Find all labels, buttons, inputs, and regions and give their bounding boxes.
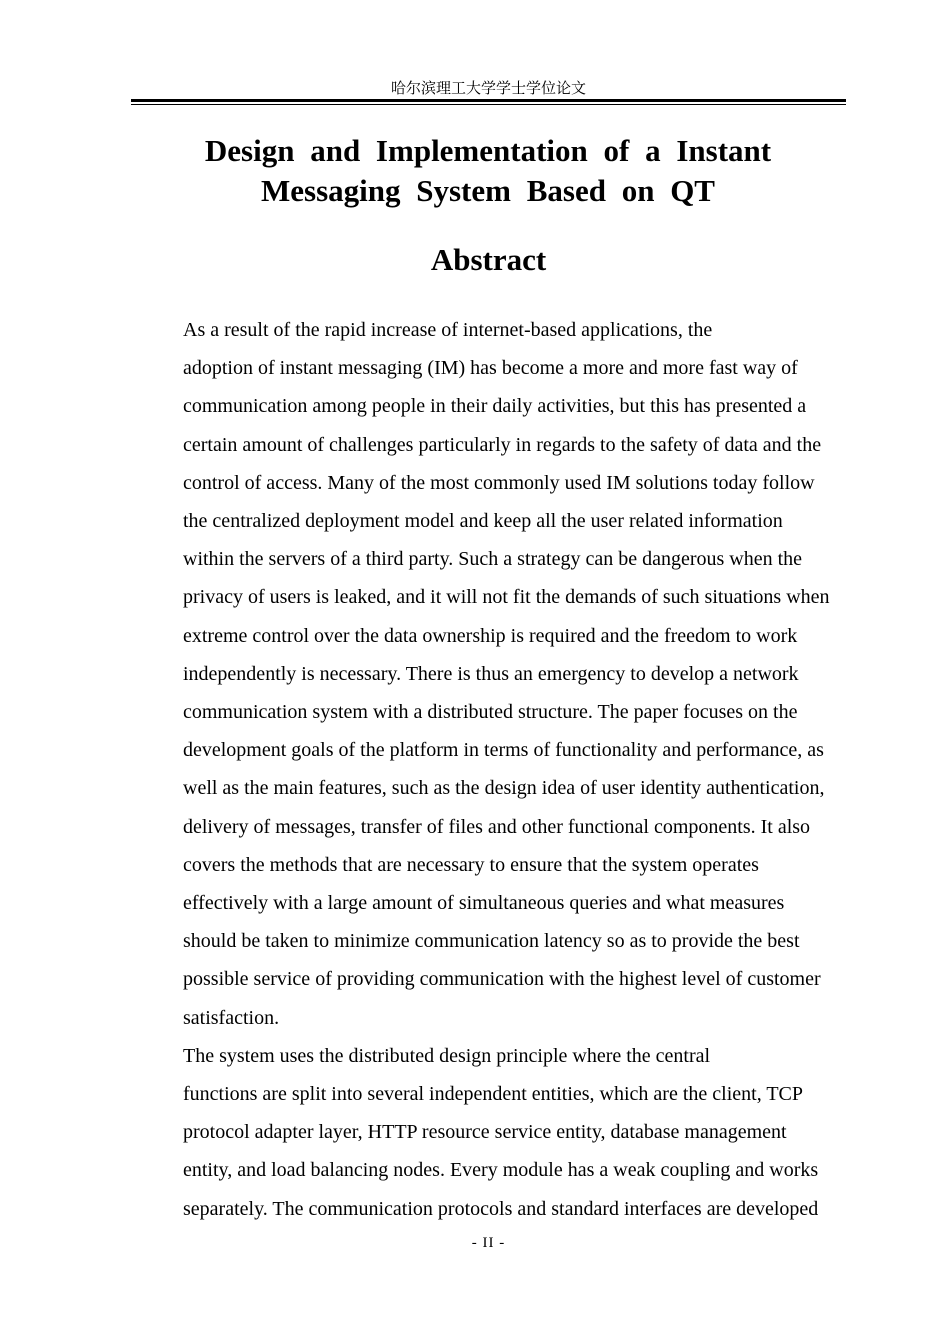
abstract-heading: Abstract	[430, 242, 547, 277]
text-line: satisfaction.	[183, 1006, 280, 1029]
abstract-body	[131, 311, 846, 1228]
text-line: extreme control over the data ownership is required and the freedom to work	[183, 624, 798, 647]
text-line: privacy of users is leaked, and it will not fit the demands of such situations when	[183, 586, 830, 609]
text-line: communication system with a distributed structure. The paper focuses on the	[183, 701, 798, 724]
text-line: delivery of messages, transfer of files and other functional components. It also	[183, 815, 811, 838]
text-line: functions are split into several independent entities, which are the client, TCP	[183, 1083, 804, 1106]
title-line-1: Design and Implementation of a Instant	[204, 133, 772, 168]
running-header: 哈尔滨理工大学学士学位论文	[390, 79, 586, 97]
title-line-2: Messaging System Based on QT	[261, 173, 715, 208]
text-line: independently is necessary. There is thus an emergency to develop a network	[183, 662, 799, 685]
text-line: should be taken to minimize communication latency so as to provide the best	[183, 930, 800, 953]
text-line: covers the methods that are necessary to ensure that the system operates	[183, 853, 759, 876]
text-line: protocol adapter layer, HTTP resource service entity, database management	[183, 1121, 787, 1144]
text-line: adoption of instant messaging (IM) has become a more and more fast way of	[183, 357, 798, 380]
text-line: within the servers of a third party. Such a strategy can be dangerous when the	[183, 548, 803, 571]
abstract-paragraph	[131, 1037, 846, 1228]
header-rule-thick	[131, 99, 846, 102]
text-line: communication among people in their daily activities, but this has presented a	[183, 395, 807, 418]
text-line: well as the main features, such as the design idea of user identity authentication,	[183, 777, 825, 800]
text-line: effectively with a large amount of simultaneous queries and what measures	[183, 892, 785, 915]
text-line: entity, and load balancing nodes. Every module has a weak coupling and works	[183, 1159, 819, 1182]
page-number: - II -	[471, 1235, 506, 1251]
abstract-paragraph	[131, 311, 846, 1037]
text-line: development goals of the platform in terms of functionality and performance, as	[183, 739, 824, 762]
text-line: As a result of the rapid increase of internet-based applications, the	[183, 319, 713, 341]
text-line: The system uses the distributed design principle where the central	[183, 1044, 711, 1067]
paper-title	[180, 131, 796, 211]
text-line: the centralized deployment model and keep all the user related information	[183, 510, 783, 533]
text-line: separately. The communication protocols and standard interfaces are developed	[183, 1197, 819, 1220]
text-line: certain amount of challenges particularly in regards to the safety of data and the	[183, 433, 822, 456]
header-rule-thin	[131, 104, 846, 105]
text-line: possible service of providing communication with the highest level of customer	[183, 968, 821, 991]
text-line: control of access. Many of the most commonly used IM solutions today follow	[183, 471, 815, 494]
